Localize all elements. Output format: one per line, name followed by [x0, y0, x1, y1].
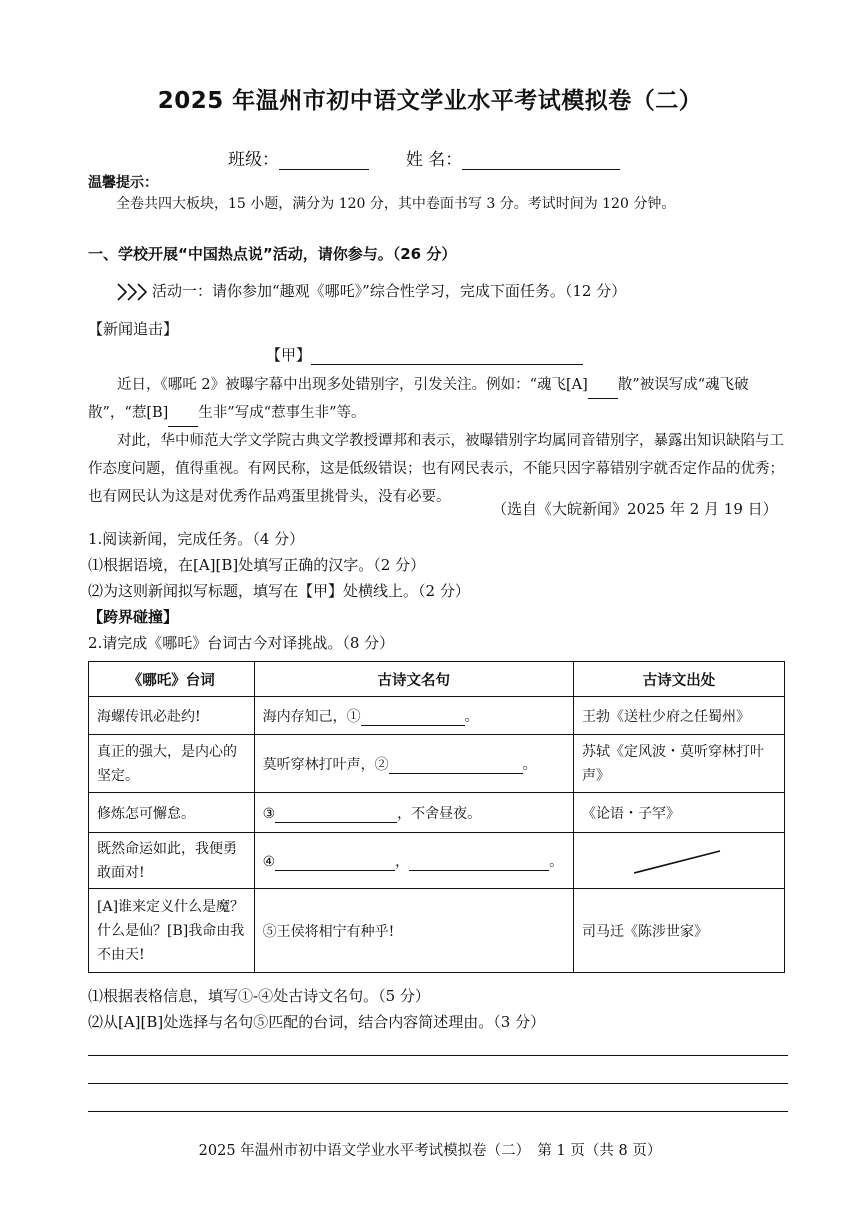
header-source: 古诗文出处	[574, 662, 785, 697]
headline-blank[interactable]	[311, 348, 583, 365]
row-line: 海螺传讯必赴约!	[89, 697, 255, 735]
question-1-1: ⑴根据语境，在[A][B]处填写正确的汉字。（2 分）	[88, 556, 426, 574]
news-paragraph-1: 近日，《哪吒 2》被曝字幕中出现多处错别字，引发关注。例如：“魂飞[A] 散”被误写成“魂飞破散”，“惹[B] 生非”写成“惹事生非”等。	[88, 371, 784, 427]
translation-table	[88, 661, 785, 973]
student-info	[228, 145, 620, 170]
row-poem: ④ ， 。	[254, 833, 573, 889]
question-1: 1.阅读新闻，完成任务。（4 分）	[88, 530, 305, 548]
answer-line[interactable]	[88, 1055, 788, 1056]
blank-2[interactable]	[389, 759, 523, 774]
row-poem: 海内存知己，① 。	[254, 697, 573, 735]
row-source: 司马迁《陈涉世家》	[574, 889, 785, 973]
name-label: 姓 名：	[405, 150, 463, 170]
activity-one-text: 活动一：请你参加“趣观《哪吒》”综合性学习，完成下面任务。（12 分）	[152, 282, 627, 300]
header-line: 《哪吒》台词	[89, 662, 255, 697]
news-tag: 【新闻追击】	[88, 320, 179, 338]
question-2: 2.请完成《哪吒》台词古今对译挑战。（8 分）	[88, 634, 395, 652]
triple-chevron-icon	[116, 282, 152, 302]
table-header-row	[89, 662, 785, 697]
name-field[interactable]	[462, 153, 620, 170]
answer-line[interactable]	[88, 1083, 788, 1084]
cross-tag: 【跨界碰撞】	[88, 608, 179, 626]
question-2-1: ⑴根据表格信息，填写①-④处古诗文名句。（5 分）	[88, 987, 430, 1005]
question-2-2: ⑵从[A][B]处选择与名句⑤匹配的台词，结合内容简述理由。（3 分）	[88, 1013, 546, 1031]
page-title: 2025 年温州市初中语文学业水平考试模拟卷（二）	[157, 88, 703, 114]
answer-line[interactable]	[88, 1111, 788, 1112]
table-row	[89, 889, 785, 973]
news-source: （选自《大皖新闻》2025 年 2 月 19 日）	[492, 500, 778, 518]
header-poem: 古诗文名句	[254, 662, 573, 697]
table-row	[89, 793, 785, 833]
class-field[interactable]	[279, 153, 369, 170]
row-line: [A]谁来定义什么是魔？什么是仙？[B]我命由我不由天!	[89, 889, 255, 973]
row-poem: ⑤王侯将相宁有种乎!	[254, 889, 573, 973]
blank-3[interactable]	[275, 808, 397, 823]
headline-line	[266, 344, 583, 365]
blank-4a[interactable]	[275, 856, 395, 871]
row-source: 王勃《送杜少府之任蜀州》	[574, 697, 785, 735]
activity-one	[116, 280, 626, 302]
jia-label: 【甲】	[266, 346, 312, 364]
class-label: 班级：	[228, 150, 279, 170]
page-footer: 2025 年温州市初中语文学业水平考试模拟卷（二） 第 1 页（共 8 页）	[198, 1143, 662, 1159]
row-poem: 莫听穿林打叶声，② 。	[254, 735, 573, 793]
blank-4b[interactable]	[409, 856, 549, 871]
section-heading: 一、学校开展“中国热点说”活动，请你参与。（26 分）	[88, 245, 457, 263]
blank-1[interactable]	[361, 711, 465, 726]
row-source: 苏轼《定风波・莫听穿林打叶声》	[574, 735, 785, 793]
blank-b[interactable]	[168, 412, 198, 427]
table-row	[89, 833, 785, 889]
table-row	[89, 697, 785, 735]
tip-text: 全卷共四大板块，15 小题，满分为 120 分，其中卷面书写 3 分。考试时间为 120 分钟。	[116, 196, 676, 212]
row-line: 修炼怎可懈怠。	[89, 793, 255, 833]
row-line: 真正的强大，是内心的坚定。	[89, 735, 255, 793]
question-1-2: ⑵为这则新闻拟写标题，填写在【甲】处横线上。（2 分）	[88, 582, 470, 600]
table-row	[89, 735, 785, 793]
blank-a[interactable]	[588, 384, 618, 399]
row-poem: ③ ，不舍昼夜。	[254, 793, 573, 833]
row-source-empty	[574, 833, 785, 889]
slash-mark	[582, 841, 772, 881]
row-line: 既然命运如此，我便勇敢面对!	[89, 833, 255, 889]
row-source: 《论语・子罕》	[574, 793, 785, 833]
news-paragraph-2: 对此，华中师范大学文学院古典文学教授谭邦和表示，被曝错别字均属同音错别字，暴露出知识缺陷与工作态度问题，值得重视。有网民称，这是低级错误；也有网民表示，不能只因字幕错别字就否定作品的优秀；也有网民认为这是对优秀作品鸡蛋里挑骨头，没有必要。	[88, 433, 784, 505]
tip-heading: 温馨提示：	[88, 175, 158, 191]
